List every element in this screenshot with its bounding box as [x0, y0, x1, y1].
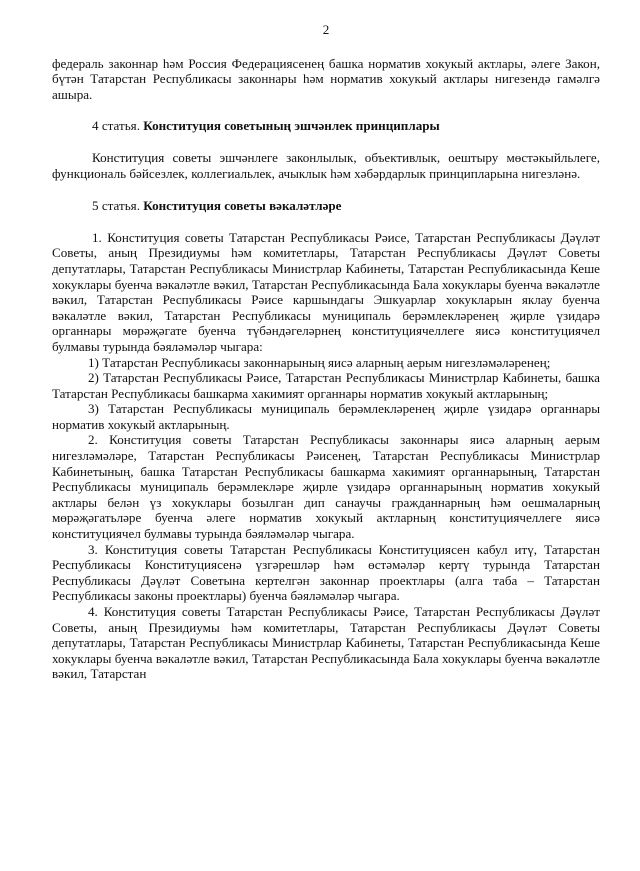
article-5-item-1: 1) Татарстан Республикасы законнарының яисә аларның аерым нигезләмәләренең;: [88, 354, 551, 370]
page-number: 2: [322, 22, 330, 37]
article-4-heading: [52, 118, 600, 134]
article-5-title: Конституция советы вәкаләтләре: [143, 198, 342, 214]
intro-paragraph: федераль законнар һәм Россия Федерациясенең башка норматив хокукый актлары, әлеге Закон, бүтән Татарстан Республикасы законнары һәм норматив хокукый актлары нигезендә гамәлгә ашыра.: [52, 55, 600, 102]
article-4-title: Конституция советының эшчәнлек принциплары: [143, 118, 440, 134]
document-page: [52, 22, 600, 682]
article-5-heading: [52, 198, 600, 214]
article-5-paragraph-1: 1. Конституция советы Татарстан Республикасы Рәисе, Татарстан Республикасы Дәүләт Советы, аның Президиумы һәм комитетлары, Татарстан Республикасы Дәүләт Советы депутатлары, Татарстан Республикасы Министрлар Кабинеты, Татарстан Республикасында Кеше хокуклары буенча вәкаләтле вәкил, Татарстан Республикасында Бала хокуклары буенча вәкаләтле вәкил, Татарстан Республикасы Рәисе каршындагы Эшкуарлар хокукларын яклау буенча вәкаләтле вәкил, Татарстан Республикасы муниципаль берәмлекләренең җирле үзидарә органнары мөрәҗәгате буенча түбәндәгеләрнең конституциячеллеге яисә конституциячел булмавы турында бәяләмәләр чыгара:: [52, 229, 600, 354]
article-5-paragraph-4: 4. Конституция советы Татарстан Республикасы Рәисе, Татарстан Республикасы Дәүләт Советы, аның Президиумы һәм комитетлары, Татарстан Республикасы Дәүләт Советы депутатлары, Татарстан Республикасы Министрлар Кабинеты, Татарстан Республикасында Кеше хокуклары буенча вәкаләтле вәкил, Татарстан Республикасында Бала хокуклары буенча вәкаләтле вәкил, Татарстан: [52, 604, 600, 682]
article-5-paragraph-3: 3. Конституция советы Татарстан Республикасы Конституциясен кабул итү, Татарстан Республикасы Конституциясенә үзгәрешләр һәм өстәмәләр кертү турында Татарстан Республикасы Дәүләт Советына кертелгән законнар проектлары (алга таба – Татарстан Республикасы законы проектлары) буенча бәяләмәләр чыгара.: [52, 541, 600, 604]
article-4-text: Конституция советы эшчәнлеге законлылык, объективлык, оештыру мөстәкыйльлеге, функциональ бәйсезлек, коллегиальлек, ачыклык һәм хәбәрдарлык принципларына нигезләнә.: [52, 149, 600, 181]
article-5-prefix: 5 статья.: [92, 198, 144, 214]
article-4-prefix: 4 статья.: [92, 118, 144, 134]
article-5-paragraph-2: 2. Конституция советы Татарстан Республикасы законнары яисә аларның аерым нигезләмәләре, Татарстан Республикасы Рәисенең, Татарстан Республикасы Министрлар Кабинетының, башка Татарстан Республикасы башкарма хакимият органнарының, Татарстан Республикасы муниципаль берәмлекләре җирле үзидарә органнарының норматив хокукый актлары белән үз хокуклары бозылган дип санаучы гражданнарның һәм оешмаларның мөрәҗәгатьләре буенча әлеге норматив хокукый актларның конституциячеллеге яисә конституциячел булмавы турында бәяләмәләр чыгара.: [52, 432, 600, 542]
article-5-item-3: 3) Татарстан Республикасы муниципаль берәмлекләренең җирле үзидарә органнары норматив хокукый актларының.: [52, 401, 600, 432]
article-5-item-2: 2) Татарстан Республикасы Рәисе, Татарстан Республикасы Министрлар Кабинеты, башка Татарстан Республикасы башкарма хакимият органнары норматив хокукый актларының;: [52, 370, 600, 401]
